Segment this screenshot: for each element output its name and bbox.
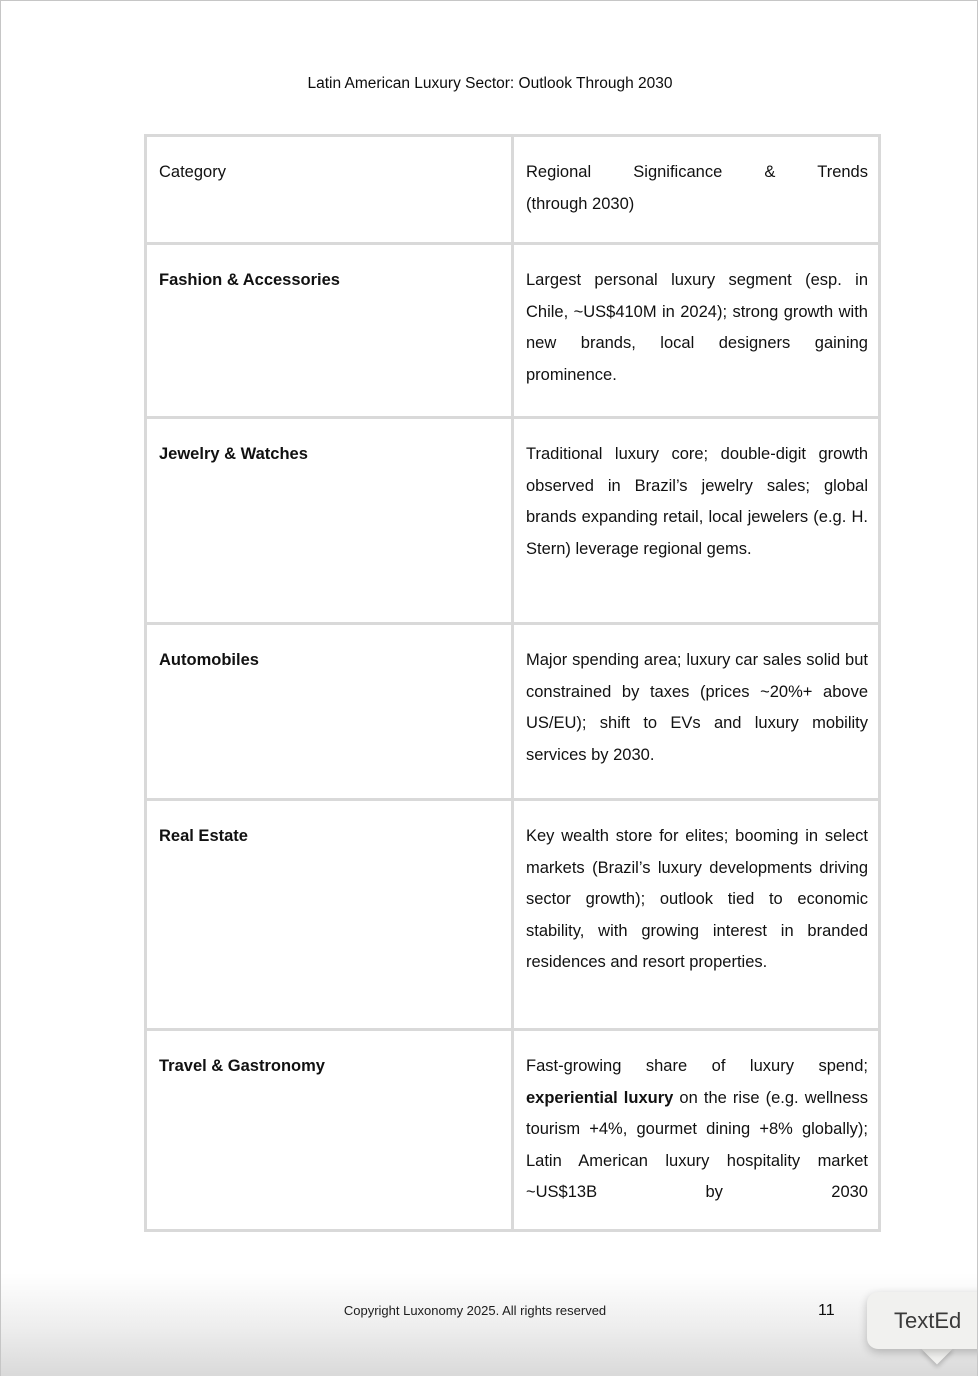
footer-copyright: Copyright Luxonomy 2025. All rights reserved bbox=[343, 1303, 607, 1318]
table-header-significance bbox=[513, 136, 880, 244]
category-jewelry-watches: Jewelry & Watches bbox=[146, 418, 513, 624]
category-real-estate: Real Estate bbox=[146, 800, 513, 1030]
table-row-travel bbox=[146, 1030, 880, 1231]
description-travel-text-after: on the rise (e.g. wellness tourism +4%, gourmet dining +8% globally); Latin American luxury hospitality market ~US$13B by 2030 bbox=[526, 1088, 868, 1201]
category-automobiles: Automobiles bbox=[146, 624, 513, 800]
category-travel-gastronomy: Travel & Gastronomy bbox=[146, 1030, 513, 1231]
description-travel-bold-phrase: experiential luxury bbox=[526, 1088, 674, 1107]
dock-tooltip bbox=[867, 1292, 978, 1349]
table-header-row bbox=[146, 136, 880, 244]
table-row-jewelry bbox=[146, 418, 880, 624]
description-travel-text-before: Fast-growing share of luxury spend; bbox=[526, 1057, 868, 1075]
description-fashion-accessories: Largest personal luxury segment (esp. in Chile, ~US$410M in 2024); strong growth with new brands, local designers gaining prominence. bbox=[513, 244, 880, 418]
dock-tooltip-label: TextEd bbox=[894, 1307, 962, 1333]
description-automobiles: Major spending area; luxury car sales solid but constrained by taxes (prices ~20%+ above US/EU); shift to EVs and luxury mobility services by 2030. bbox=[513, 624, 880, 800]
luxury-sector-table bbox=[144, 134, 881, 1232]
description-travel-gastronomy bbox=[513, 1030, 880, 1231]
page-title: Latin American Luxury Sector: Outlook Through 2030 bbox=[307, 75, 673, 92]
table-row-fashion bbox=[146, 244, 880, 418]
description-real-estate: Key wealth store for elites; booming in select markets (Brazil’s luxury developments driving sector growth); outlook tied to economic stability, with growing interest in branded residences and resort properties. bbox=[513, 800, 880, 1030]
table-row-real-estate bbox=[146, 800, 880, 1030]
table-row-automobiles bbox=[146, 624, 880, 800]
description-jewelry-watches: Traditional luxury core; double-digit growth observed in Brazil’s jewelry sales; global brands expanding retail, local jewelers (e.g. H. Stern) leverage regional gems. bbox=[513, 418, 880, 624]
table-header-significance-line1: Regional Significance & Trends bbox=[526, 163, 868, 181]
page-number: 11 bbox=[818, 1302, 835, 1319]
category-fashion-accessories: Fashion & Accessories bbox=[146, 244, 513, 418]
table-header-category: Category bbox=[146, 136, 513, 244]
table-header-significance-line2: (through 2030) bbox=[526, 194, 635, 213]
